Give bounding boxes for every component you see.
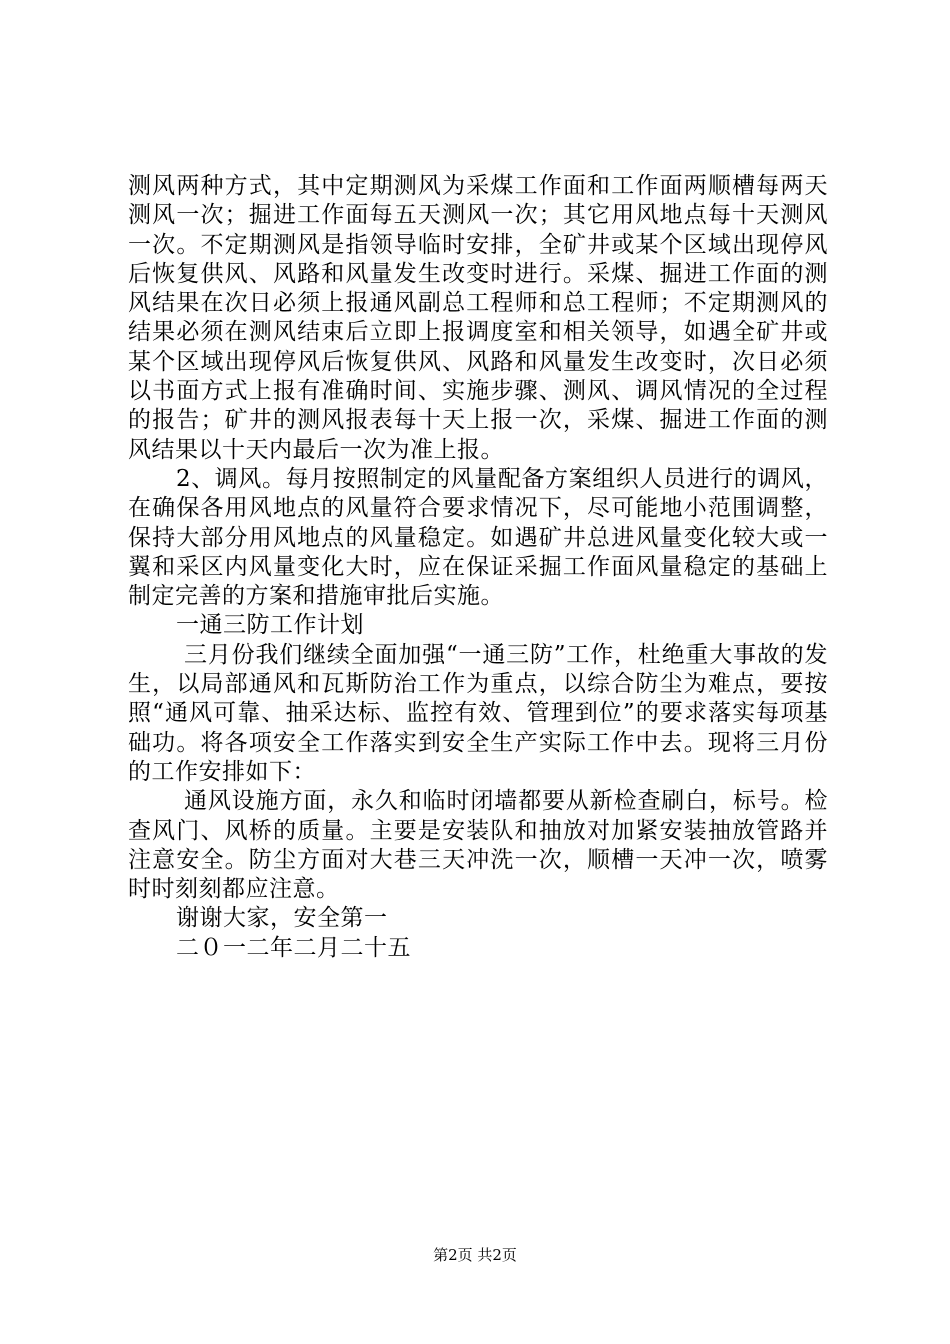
paragraph-ventilation-facilities: 通风设施方面，永久和临时闭墙都要从新检查刷白，标号。检查风门、风桥的质量。主要是安装队和抽放对加紧安装抽放管路并注意安全。防尘方面对大巷三天冲洗一次，顺槽一天冲一次，喷雾时时刻刻都应注意。: [128, 788, 828, 903]
document-date: 二０一二年二月二十五: [176, 934, 411, 961]
document-body: [128, 172, 828, 963]
paragraph-wind-adjustment: 2、调风。每月按照制定的风量配备方案组织人员进行的调风，在确保各用风地点的风量符合要求情况下，尽可能地小范围调整，保持大部分用风地点的风量稳定。如遇矿井总进风量变化较大或一翼和采区内风量变化大时，应在保证采掘工作面风量稳定的基础上制定完善的方案和措施审批后实施。: [128, 465, 828, 610]
section-heading-plan: 一通三防工作计划: [176, 612, 364, 639]
page-footer: [0, 1245, 950, 1265]
paragraph-march-plan: 三月份我们继续全面加强“一通三防”工作，杜绝重大事故的发生，以局部通风和瓦斯防治工作为重点，以综合防尘为难点，要按照“通风可靠、抽采达标、监控有效、管理到位”的要求落实每项基础功。将各项安全工作落实到安全生产实际工作中去。现将三月份的工作安排如下：: [128, 641, 828, 785]
paragraph-wind-measurement: 测风两种方式，其中定期测风为采煤工作面和工作面两顺槽每两天测风一次；掘进工作面每五天测风一次；其它用风地点每十天测风一次。不定期测风是指领导临时安排，全矿井或某个区域出现停风后恢复供风、风路和风量发生改变时进行。采煤、掘进工作面的测风结果在次日必须上报通风副总工程师和总工程师；不定期测风的结果必须在测风结束后立即上报调度室和相关领导，如遇全矿井或某个区域出现停风后恢复供风、风路和风量发生改变时，次日必须以书面方式上报有准确时间、实施步骤、测风、调风情况的全过程的报告；矿井的测风报表每十天上报一次，采煤、掘进工作面的测风结果以十天内最后一次为准上报。: [128, 173, 828, 463]
page-number-label: 第2页 共2页: [433, 1246, 517, 1264]
closing-remark: 谢谢大家，安全第一: [176, 905, 388, 932]
